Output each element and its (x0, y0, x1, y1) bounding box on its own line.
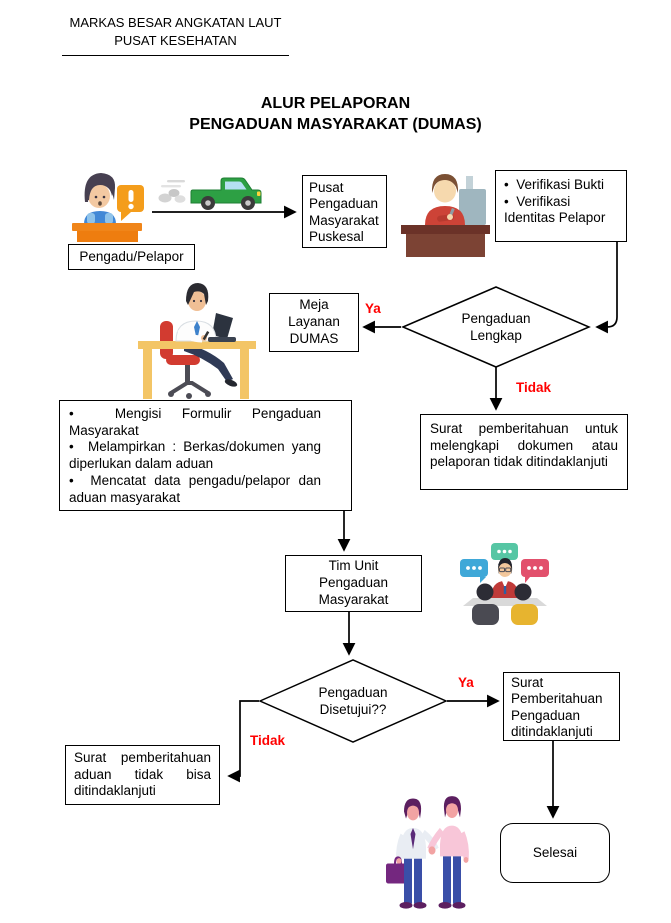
node-surat-ditindaklanjuti-label: Surat Pemberitahuan Pengaduan ditindaklanjuti (511, 675, 603, 740)
verifikasi-item-2: • Verifikasi Identitas Pelapor (504, 194, 618, 227)
arrow-verifikasi-to-lengkap (597, 242, 617, 327)
title-line2: PENGADUAN MASYARAKAT (DUMAS) (189, 116, 482, 134)
page-title (0, 93, 671, 135)
decision-lengkap-label: Pengaduan Lengkap (461, 310, 531, 343)
tugas-item-1: • Mengisi Formulir Pengaduan Masyarakat (69, 406, 321, 439)
node-meja-layanan (269, 293, 359, 352)
meeting-icon (455, 542, 555, 632)
letterhead (62, 14, 289, 56)
decision-disetujui (288, 679, 418, 723)
node-surat-tidak-bisa (65, 745, 220, 805)
decision-disetujui-label: Pengaduan Disetujui?? (318, 684, 388, 717)
complainant-icon (70, 166, 150, 249)
node-surat-melengkapi (420, 414, 628, 490)
node-surat-melengkapi-label: Surat pemberitahuan untuk melengkapi dokumen atau pelaporan tidak ditindaklanjuti (430, 421, 618, 470)
label-ya-disetujui: Ya (458, 675, 474, 690)
title-line1: ALUR PELAPORAN (260, 95, 411, 112)
node-pusat-pengaduan-label: Pusat Pengaduan Masyarakat Puskesal (309, 180, 379, 245)
clerk-desk-icon (136, 277, 258, 406)
label-ya-lengkap: Ya (365, 301, 381, 316)
node-pusat-pengaduan (302, 175, 387, 248)
node-meja-layanan-label: Meja Layanan DUMAS (288, 297, 340, 346)
decision-lengkap (431, 305, 561, 349)
node-surat-ditindaklanjuti (503, 672, 620, 741)
label-tidak-lengkap: Tidak (516, 380, 552, 395)
node-selesai (500, 823, 610, 883)
node-pengadu-pelapor (68, 244, 195, 270)
label-tidak-disetujui: Tidak (250, 733, 286, 748)
node-verifikasi (495, 170, 627, 242)
node-surat-tidak-bisa-label: Surat pemberitahuan aduan tidak bisa ditindaklanjuti (74, 750, 211, 799)
tugas-item-2: • Melampirkan : Berkas/dokumen yang diperlukan dalam aduan (69, 439, 321, 472)
letterhead-line1: MARKAS BESAR ANGKATAN LAUT (69, 15, 282, 30)
node-tim-unit-label: Tim Unit Pengaduan Masyarakat (318, 558, 389, 607)
handshake-icon (380, 795, 486, 918)
receptionist-icon (400, 166, 492, 263)
node-pengadu-pelapor-label: Pengadu/Pelapor (79, 248, 184, 264)
tugas-item-3: • Mencatat data pengadu/pelapor dan aduan masyarakat (69, 473, 321, 506)
node-tim-unit (285, 555, 422, 612)
verifikasi-item-1: • Verifikasi Bukti (504, 177, 618, 194)
node-selesai-label: Selesai (532, 844, 578, 860)
node-tugas-list (59, 400, 352, 511)
truck-icon (153, 172, 289, 217)
letterhead-line2: PUSAT KESEHATAN (114, 33, 237, 49)
